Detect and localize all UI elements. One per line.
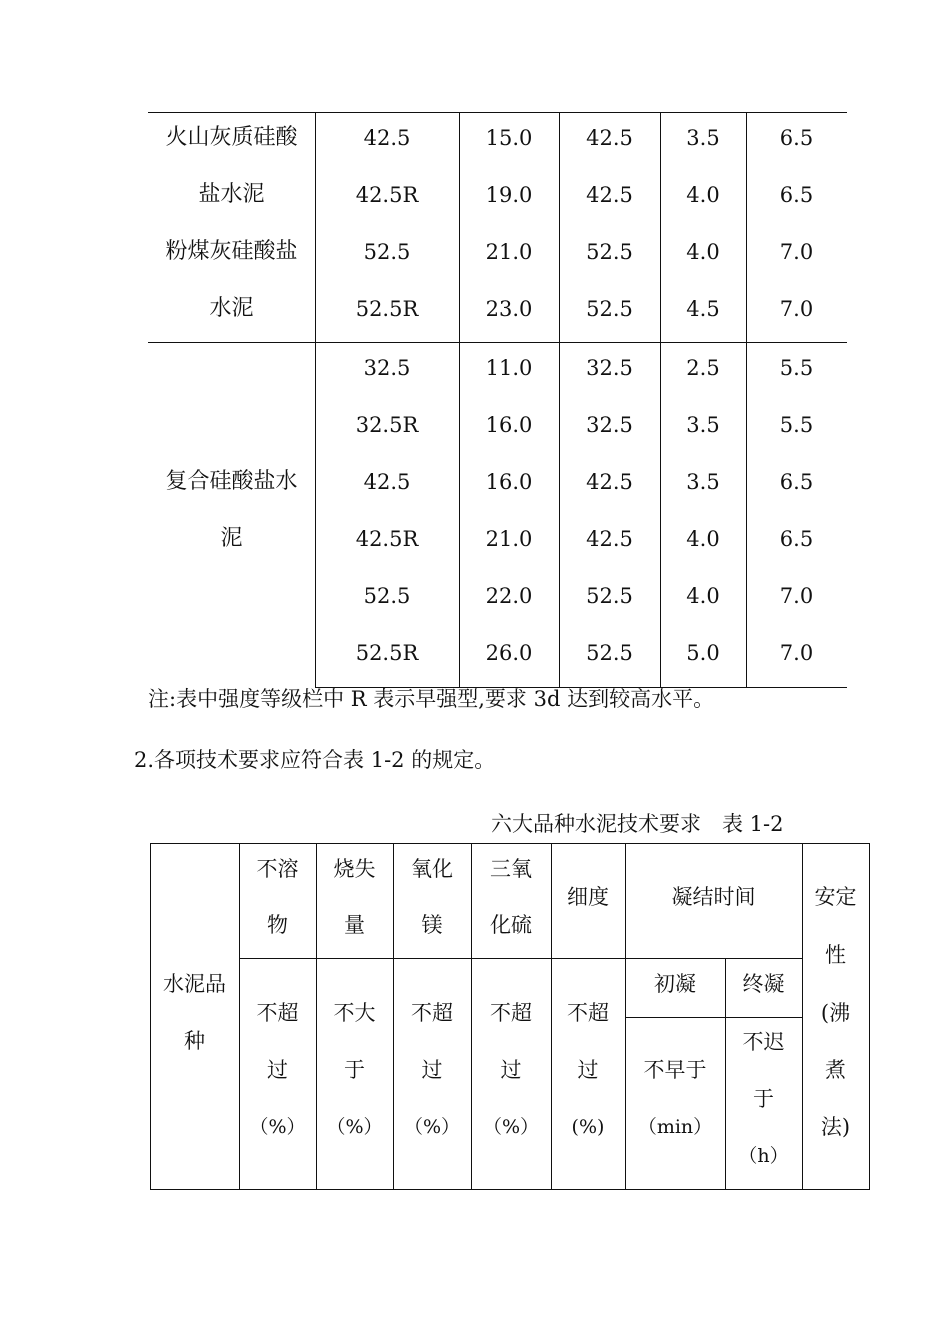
strength-grade: 42.5R — [355, 183, 419, 207]
table-border — [150, 1189, 870, 1190]
cement-type-line: 粉煤灰硅酸盐 — [165, 239, 298, 264]
strength-grade: 42.5 — [363, 126, 411, 150]
value-cell: 3.5 — [686, 126, 720, 150]
cement-type-line: 盐水泥 — [198, 182, 265, 207]
final-setting-header: 终凝 — [742, 972, 785, 996]
value-cell: 4.0 — [686, 183, 720, 207]
cement-type-line: 复合硅酸盐水 — [165, 469, 298, 494]
column-limit: 不超 — [411, 1001, 453, 1025]
column-name: 物 — [267, 913, 288, 937]
value-cell: 22.0 — [485, 584, 533, 608]
value-cell: 23.0 — [485, 297, 533, 321]
value-cell: 7.0 — [779, 641, 814, 665]
strength-grade: 32.5 — [363, 356, 411, 380]
value-cell: 4.0 — [686, 527, 720, 551]
value-cell: 5.5 — [779, 413, 814, 437]
cement-type-line: 火山灰质硅酸 — [165, 125, 298, 150]
cement-type-line: 泥 — [220, 526, 243, 551]
value-cell: 26.0 — [485, 641, 533, 665]
value-cell: 4.0 — [686, 240, 720, 264]
column-name: 量 — [344, 913, 365, 937]
value-cell: 52.5 — [586, 641, 633, 665]
value-cell: 21.0 — [485, 527, 533, 551]
column-name: 三氧 — [490, 857, 532, 881]
value-cell: 32.5 — [586, 356, 633, 380]
column-unit: （%） — [326, 1116, 383, 1138]
table-border — [869, 843, 870, 1190]
value-cell: 2.5 — [686, 356, 720, 380]
value-cell: 6.5 — [779, 527, 814, 551]
column-name: 化硫 — [490, 913, 532, 937]
initial-setting-header: 初凝 — [654, 972, 696, 996]
strength-grade: 42.5 — [363, 470, 411, 494]
value-cell: 5.0 — [686, 641, 720, 665]
column-name: 烧失 — [333, 857, 376, 881]
column-limit: 过 — [421, 1058, 443, 1082]
value-cell: 4.0 — [686, 584, 720, 608]
strength-grade: 42.5R — [355, 527, 419, 551]
value-cell: 7.0 — [779, 240, 814, 264]
strength-grade: 52.5 — [363, 584, 411, 608]
stability-header-line: 安定 — [814, 885, 857, 909]
value-cell: 42.5 — [586, 126, 633, 150]
row-rule — [625, 1017, 803, 1018]
stability-header-line: 煮 — [825, 1058, 846, 1082]
column-unit: （%） — [249, 1116, 306, 1138]
value-cell: 6.5 — [779, 126, 814, 150]
body-paragraph: 2.各项技术要求应符合表 1-2 的规定。 — [134, 748, 496, 772]
final-setting-limit: 于 — [753, 1087, 774, 1111]
strength-grade: 52.5R — [355, 297, 419, 321]
value-cell: 3.5 — [686, 413, 720, 437]
column-limit: 不超 — [256, 1001, 299, 1025]
value-cell: 7.0 — [779, 584, 814, 608]
final-setting-limit: 不迟 — [742, 1030, 785, 1054]
table-border — [150, 843, 870, 844]
strength-grade: 32.5R — [355, 413, 419, 437]
column-limit: 于 — [344, 1058, 365, 1082]
value-cell: 42.5 — [586, 527, 633, 551]
table-caption: 六大品种水泥技术要求 表 1-2 — [491, 812, 784, 836]
value-cell: 7.0 — [779, 297, 814, 321]
value-cell: 5.5 — [779, 356, 814, 380]
value-cell: 21.0 — [485, 240, 533, 264]
initial-setting-limit: 不早于 — [643, 1058, 707, 1082]
strength-grade: 52.5R — [355, 641, 419, 665]
value-cell: 19.0 — [485, 183, 533, 207]
stability-header-line: 性 — [825, 943, 846, 967]
value-cell: 42.5 — [586, 470, 633, 494]
stability-header-line: 法) — [820, 1115, 851, 1139]
value-cell: 16.0 — [485, 413, 533, 437]
column-unit: (%) — [571, 1116, 605, 1138]
column-name: 细度 — [567, 885, 609, 909]
column-unit: （%） — [482, 1116, 540, 1138]
column-name: 镁 — [421, 913, 443, 937]
row-rule — [239, 958, 803, 959]
value-cell: 11.0 — [485, 356, 533, 380]
table-border — [150, 843, 151, 1190]
column-name: 不溶 — [256, 857, 299, 881]
table-note: 注:表中强度等级栏中 R 表示早强型,要求 3d 达到较高水平。 — [148, 687, 715, 711]
value-cell: 3.5 — [686, 470, 720, 494]
value-cell: 4.5 — [686, 297, 720, 321]
value-cell: 52.5 — [586, 240, 633, 264]
strength-grade: 52.5 — [363, 240, 411, 264]
column-limit: 不超 — [490, 1001, 532, 1025]
setting-time-header: 凝结时间 — [671, 885, 756, 909]
value-cell: 6.5 — [779, 470, 814, 494]
value-cell: 6.5 — [779, 183, 814, 207]
value-cell: 16.0 — [485, 470, 533, 494]
value-cell: 42.5 — [586, 183, 633, 207]
cement-type-line: 水泥 — [209, 296, 254, 321]
column-limit: 过 — [267, 1058, 288, 1082]
value-cell: 32.5 — [586, 413, 633, 437]
group-separator-rule — [148, 342, 847, 343]
initial-setting-unit: （min） — [637, 1116, 713, 1138]
column-unit: （%） — [403, 1116, 461, 1138]
column-limit: 不大 — [333, 1001, 376, 1025]
value-cell: 52.5 — [586, 584, 633, 608]
column-name: 氧化 — [411, 857, 453, 881]
value-cell: 52.5 — [586, 297, 633, 321]
stability-header-line: (沸 — [820, 1001, 851, 1025]
final-setting-unit: （h） — [738, 1145, 789, 1167]
column-limit: 不超 — [567, 1001, 609, 1025]
column-limit: 过 — [500, 1058, 522, 1082]
table-top-rule — [148, 112, 847, 113]
row-header-line: 水泥品 — [163, 972, 226, 996]
value-cell: 15.0 — [485, 126, 533, 150]
column-limit: 过 — [577, 1058, 599, 1082]
row-header-line: 种 — [184, 1029, 205, 1053]
